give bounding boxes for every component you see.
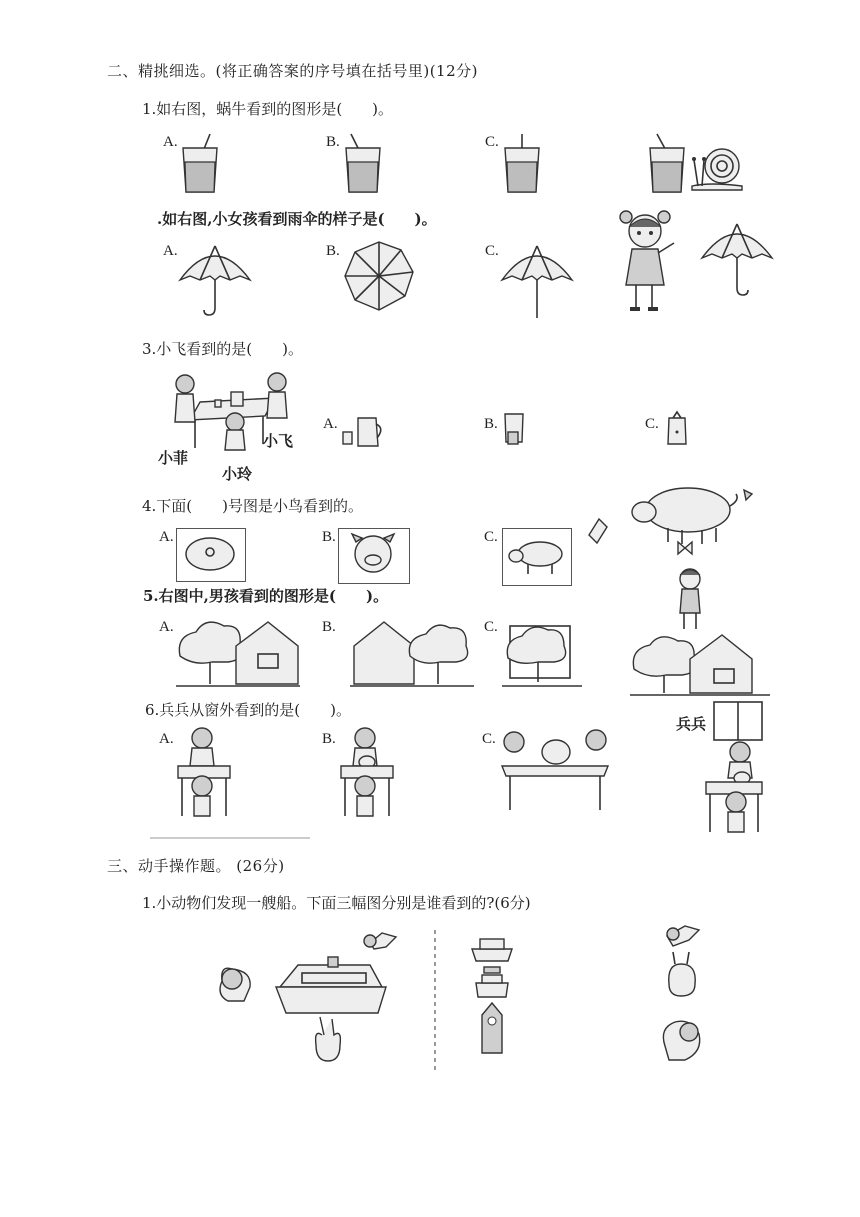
children-side-table-icon <box>500 726 610 812</box>
snail-icon <box>690 146 746 192</box>
pig-icon <box>628 480 758 550</box>
cup-icon <box>343 134 383 196</box>
q4-option-a: A. <box>159 529 174 545</box>
children-at-table-icon <box>172 726 238 826</box>
q3-text: 3.小飞看到的是( )。 <box>142 340 304 358</box>
q5-option-b: B. <box>322 619 336 635</box>
name-xiaofei-label: 小菲 <box>158 449 189 467</box>
name-xiaoling-label: 小玲 <box>222 465 253 483</box>
q6-option-a: A. <box>159 731 174 747</box>
q2-option-b: B. <box>326 243 340 259</box>
umbrella-icon <box>700 218 774 298</box>
umbrella-icon <box>343 240 415 312</box>
name-bingbing-label: 兵兵 <box>676 715 707 733</box>
pig-front-view-icon <box>342 532 404 578</box>
boy-on-house-scene-icon <box>630 565 770 699</box>
q6-text: 6.兵兵从窗外看到的是( )。 <box>145 701 352 719</box>
umbrella-icon <box>178 240 252 316</box>
q5-option-a: A. <box>159 619 174 635</box>
q3-option-b: B. <box>484 416 498 432</box>
q2-text: .如右图,小女孩看到雨伞的样子是( )。 <box>157 210 437 228</box>
q4-text: 4.下面( )号图是小鸟看到的。 <box>142 497 364 515</box>
section2-heading: 二、精挑细选。(将正确答案的序号填在括号里)(12分) <box>107 62 478 80</box>
bird-icon <box>587 515 609 545</box>
dashed-divider <box>433 930 437 1072</box>
animal-column-icon <box>655 922 705 1067</box>
jug-icon <box>665 412 689 448</box>
girl-icon <box>612 207 684 317</box>
cup-icon <box>502 134 542 196</box>
q3-option-a: A. <box>323 416 338 432</box>
q4-option-b: B. <box>322 529 336 545</box>
tree-front-house-icon <box>502 616 582 690</box>
q1-option-a: A. <box>163 134 178 150</box>
q6-option-c: C. <box>482 731 496 747</box>
window-scene-icon <box>700 700 766 840</box>
children-at-table-icon <box>335 726 401 826</box>
pig-top-view-icon <box>180 534 240 576</box>
cup-icon <box>180 134 220 196</box>
ship-with-animals-icon <box>210 925 405 1070</box>
q4-option-c: C. <box>484 529 498 545</box>
jug-and-cup-icon <box>502 412 526 448</box>
q5-text: 5.右图中,男孩看到的图形是( )。 <box>143 587 389 605</box>
name-xiaofei2-label: 小飞 <box>263 432 294 450</box>
q1-option-c: C. <box>485 134 499 150</box>
house-and-tree-icon <box>350 616 474 690</box>
section3-heading: 三、动手操作题。 (26分) <box>107 857 285 875</box>
cup-icon <box>647 134 687 196</box>
q1-text: 1.如右图，蜗牛看到的图形是( )。 <box>142 100 394 118</box>
q2-option-c: C. <box>485 243 499 259</box>
jug-and-cup-icon <box>342 414 386 448</box>
divider-line <box>150 836 312 840</box>
tree-and-house-icon <box>176 616 300 690</box>
q6-option-b: B. <box>322 731 336 747</box>
q1-option-b: B. <box>326 134 340 150</box>
butterfly-icon <box>677 541 693 555</box>
umbrella-icon <box>500 240 574 320</box>
q5-option-c: C. <box>484 619 498 635</box>
section3-q1-text: 1.小动物们发现一艘船。下面三幅图分别是谁看到的?(6分) <box>142 894 531 912</box>
q3-option-c: C. <box>645 416 659 432</box>
q2-option-a: A. <box>163 243 178 259</box>
ship-views-icon <box>468 935 518 1060</box>
pig-side-view-icon <box>506 536 568 578</box>
